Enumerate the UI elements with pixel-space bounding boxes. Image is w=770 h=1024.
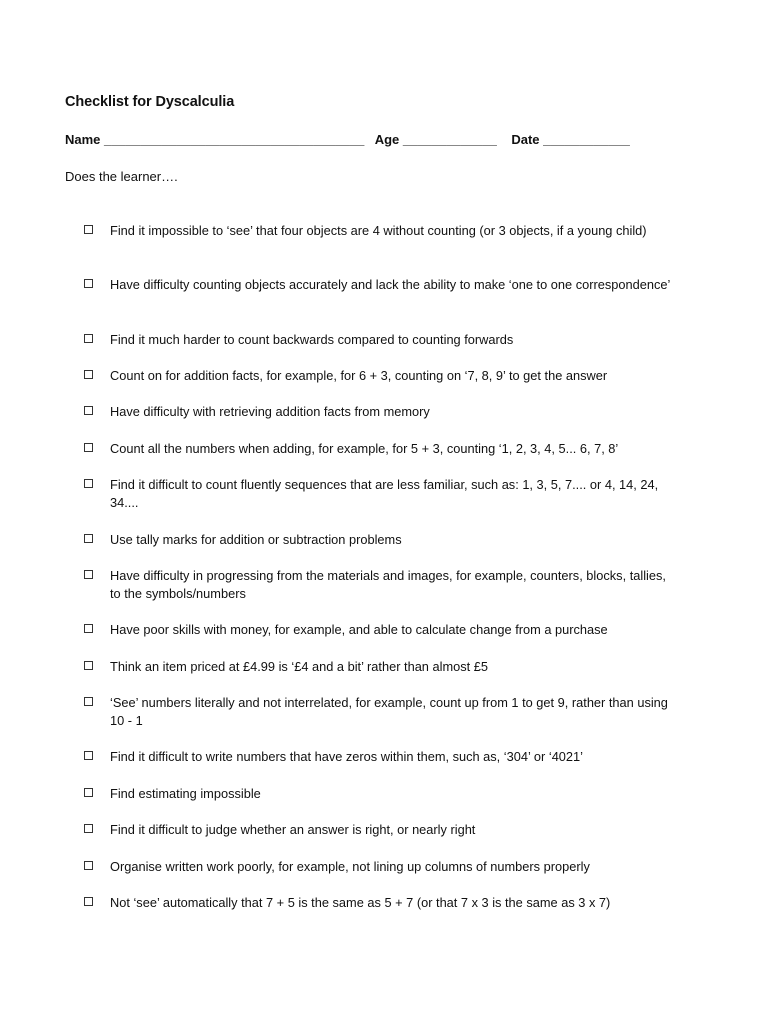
checklist-item-text: Have difficulty counting objects accurately and lack the ability to make ‘one to one correspondence’: [110, 277, 671, 292]
checkbox[interactable]: [84, 624, 93, 633]
name-label: Name: [65, 132, 101, 147]
checkbox[interactable]: [84, 279, 93, 288]
checklist-item-text: Find estimating impossible: [110, 786, 261, 801]
name-field[interactable]: [65, 132, 364, 147]
learner-details-fields: [65, 132, 630, 147]
checkbox[interactable]: [84, 897, 93, 906]
checklist-item-text: Find it difficult to judge whether an answer is right, or nearly right: [110, 822, 476, 837]
checklist-item-text: Count on for addition facts, for example, for 6 + 3, counting on ‘7, 8, 9’ to get the answer: [110, 368, 608, 383]
checklist-item-text: Use tally marks for addition or subtraction problems: [110, 532, 402, 547]
checkbox[interactable]: [84, 824, 93, 833]
checklist-item-text: Organise written work poorly, for example, not lining up columns of numbers properly: [110, 859, 590, 874]
checklist-item-text: Find it impossible to ‘see’ that four objects are 4 without counting (or 3 objects, if a young child): [110, 223, 647, 238]
checkbox[interactable]: [84, 534, 93, 543]
checkbox[interactable]: [84, 443, 93, 452]
checklist-item-text: Find it difficult to write numbers that have zeros within them, such as, ‘304’ or ‘4021’: [110, 749, 584, 764]
checkbox[interactable]: [84, 225, 93, 234]
checkbox[interactable]: [84, 788, 93, 797]
checklist-item-text: Have difficulty in progressing from the materials and images, for example, counters, blocks, tallies, to the symbols/numbers: [110, 568, 666, 601]
checkbox[interactable]: [84, 570, 93, 579]
checklist-item-text: Find it difficult to count fluently sequences that are less familiar, such as: 1, 3, 5, 7.... or 4, 14, 24, 34....: [110, 477, 659, 510]
checkbox[interactable]: [84, 697, 93, 706]
checkbox[interactable]: [84, 751, 93, 760]
date-line[interactable]: ____________: [543, 132, 630, 147]
age-line[interactable]: _____________: [402, 132, 497, 147]
checklist-item-text: Count all the numbers when adding, for example, for 5 + 3, counting ‘1, 2, 3, 4, 5... 6, 7, 8’: [110, 441, 619, 456]
age-field[interactable]: [375, 132, 497, 147]
checkbox[interactable]: [84, 406, 93, 415]
checkbox[interactable]: [84, 861, 93, 870]
intro-text: Does the learner….: [65, 169, 178, 184]
checklist-item-text: Find it much harder to count backwards compared to counting forwards: [110, 332, 514, 347]
checklist-item-text: ‘See’ numbers literally and not interrelated, for example, count up from 1 to get 9, rather than using 10 - 1: [110, 695, 668, 728]
age-label: Age: [374, 132, 400, 147]
name-line[interactable]: ____________________________________: [104, 132, 365, 147]
checkbox[interactable]: [84, 479, 93, 488]
checkbox[interactable]: [84, 661, 93, 670]
checklist-item-text: Have poor skills with money, for example, and able to calculate change from a purchase: [110, 622, 608, 637]
document-title: Checklist for Dyscalculia: [65, 94, 235, 110]
checklist-item-text: Have difficulty with retrieving addition facts from memory: [110, 404, 430, 419]
checklist-item-text: Not ‘see’ automatically that 7 + 5 is the same as 5 + 7 (or that 7 x 3 is the same as 3 x 7): [110, 895, 611, 910]
checkbox[interactable]: [84, 370, 93, 379]
date-label: Date: [511, 132, 540, 147]
date-field[interactable]: [511, 132, 630, 147]
checklist-item-text: Think an item priced at £4.99 is ‘£4 and a bit’ rather than almost £5: [110, 659, 488, 674]
checkbox[interactable]: [84, 334, 93, 343]
